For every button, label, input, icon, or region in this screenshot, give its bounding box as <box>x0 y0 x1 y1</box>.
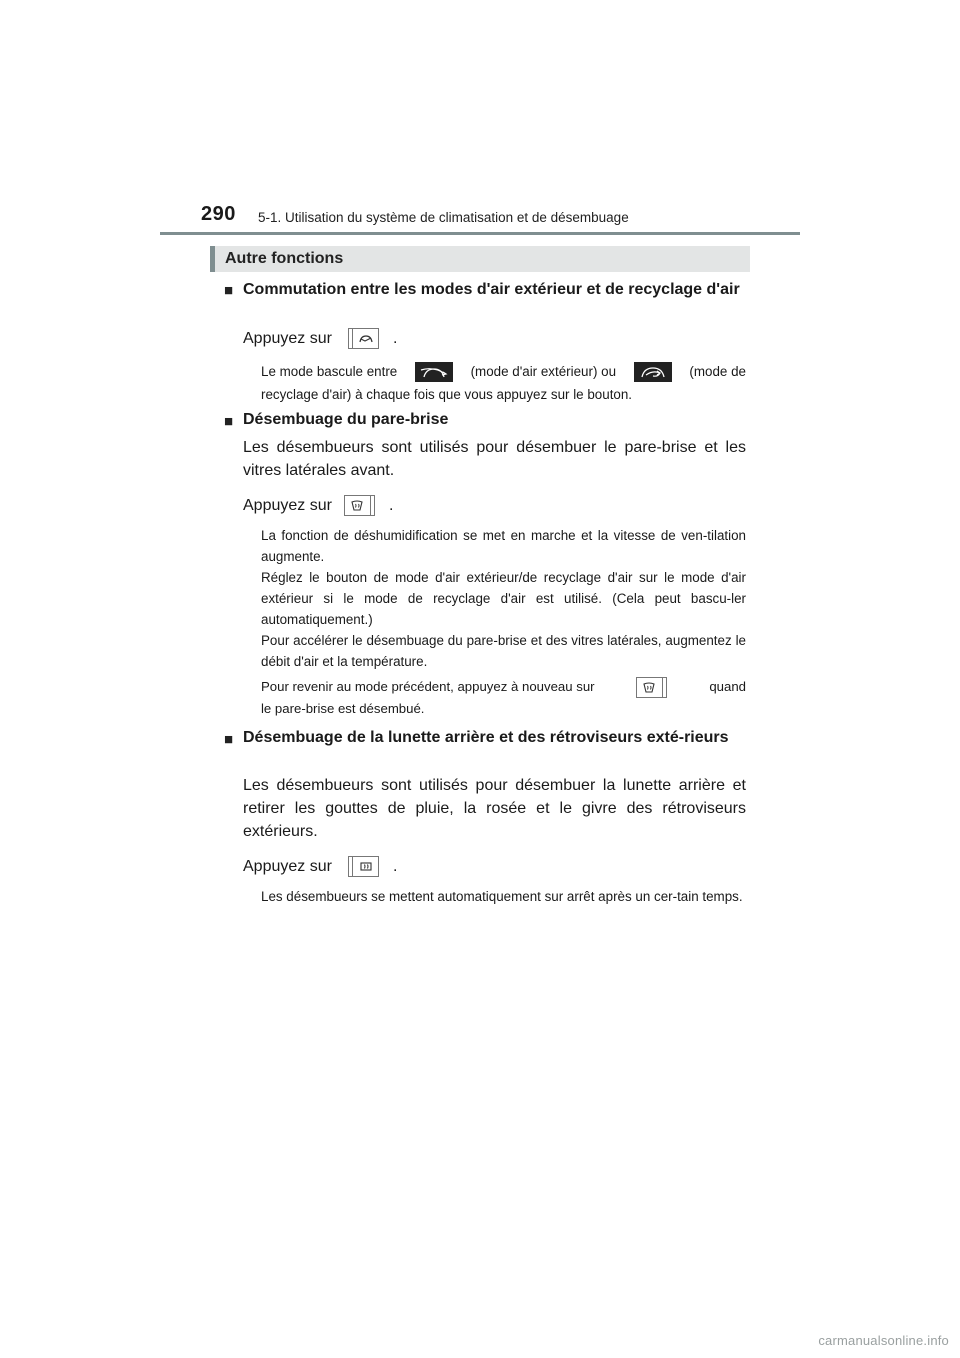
header-rule <box>160 232 800 235</box>
bullet-2: ■ <box>224 413 234 430</box>
press-instruction-front <box>243 494 746 517</box>
note-part-1: Le mode bascule entre <box>261 364 398 379</box>
section-header <box>210 246 750 272</box>
rear-defogger-button <box>348 856 379 877</box>
item-body-windshield: Les désembueurs sont utilisés pour désembuer le pare-brise et les vitres latérales avant. <box>243 439 746 479</box>
note-dehumidify: La fonction de déshumidification se met en marche et la vitesse de ven-tilation augmente. <box>261 528 746 564</box>
press-prefix: Appuyez sur <box>243 858 332 875</box>
note-air-modes <box>261 361 746 405</box>
press-prefix: Appuyez sur <box>243 497 332 514</box>
section-title: Autre fonctions <box>225 250 344 267</box>
section-accent <box>210 246 215 272</box>
item-heading-windshield: Désembuage du pare-brise <box>243 411 449 428</box>
rear-window-defogger-icon <box>359 860 373 873</box>
note-return <box>261 676 746 720</box>
bullet-3: ■ <box>224 731 234 748</box>
footer-watermark: carmanualsonline.info <box>818 1333 949 1348</box>
note-part-2: (mode d'air extérieur) ou <box>470 364 617 379</box>
front-windshield-defogger-icon <box>350 499 364 512</box>
return-suffix: quand <box>709 679 746 694</box>
front-defogger-button-ref <box>636 677 667 698</box>
press-suffix: . <box>392 858 398 875</box>
page-number: 290 <box>201 203 236 225</box>
return-prefix: Pour revenir au mode précédent, appuyez à nouveau sur <box>261 679 595 694</box>
outside-air-mode-icon <box>415 362 453 382</box>
chapter-title: 5-1. Utilisation du système de climatisation et de désembuage <box>258 210 629 225</box>
front-windshield-defogger-icon <box>642 681 656 694</box>
item-body-rear: Les désembueurs sont utilisés pour désembuer la lunette arrière et retirer les gouttes de pluie, la rosée et le givre des rétroviseurs extérieurs. <box>243 777 746 840</box>
press-prefix: Appuyez sur <box>243 330 332 347</box>
press-suffix: . <box>388 497 394 514</box>
note-speed-up: Pour accélérer le désembuage du pare-brise et des vitres latérales, augmentez le débit d'air et la température. <box>261 633 746 669</box>
press-instruction-air <box>243 327 746 350</box>
recirculated-air-mode-icon <box>634 362 672 382</box>
air-intake-button <box>348 328 379 349</box>
air-intake-icon <box>359 332 373 345</box>
bullet-1: ■ <box>224 282 234 299</box>
press-instruction-rear <box>243 855 746 878</box>
item-heading-air-mode: Commutation entre les modes d'air extérieur et de recyclage d'air <box>243 281 740 298</box>
front-defogger-button <box>344 495 375 516</box>
return-line-2: le pare-brise est désembué. <box>261 701 425 716</box>
item-heading-rear: Désembuage de la lunette arrière et des rétroviseurs exté-rieurs <box>243 729 729 746</box>
press-suffix: . <box>392 330 398 347</box>
note-air-mode-setting: Réglez le bouton de mode d'air extérieur/de recyclage d'air sur le mode d'air extérieur si le mode de recyclage d'air est utilisé. (Cela peut bascu-ler automatiquement.) <box>261 570 746 627</box>
note-part-3: (mode de <box>689 364 746 379</box>
note-line-2: recyclage d'air) à chaque fois que vous appuyez sur le bouton. <box>261 387 633 402</box>
note-auto-off: Les désembueurs se mettent automatiquement sur arrêt après un cer-tain temps. <box>261 889 743 904</box>
